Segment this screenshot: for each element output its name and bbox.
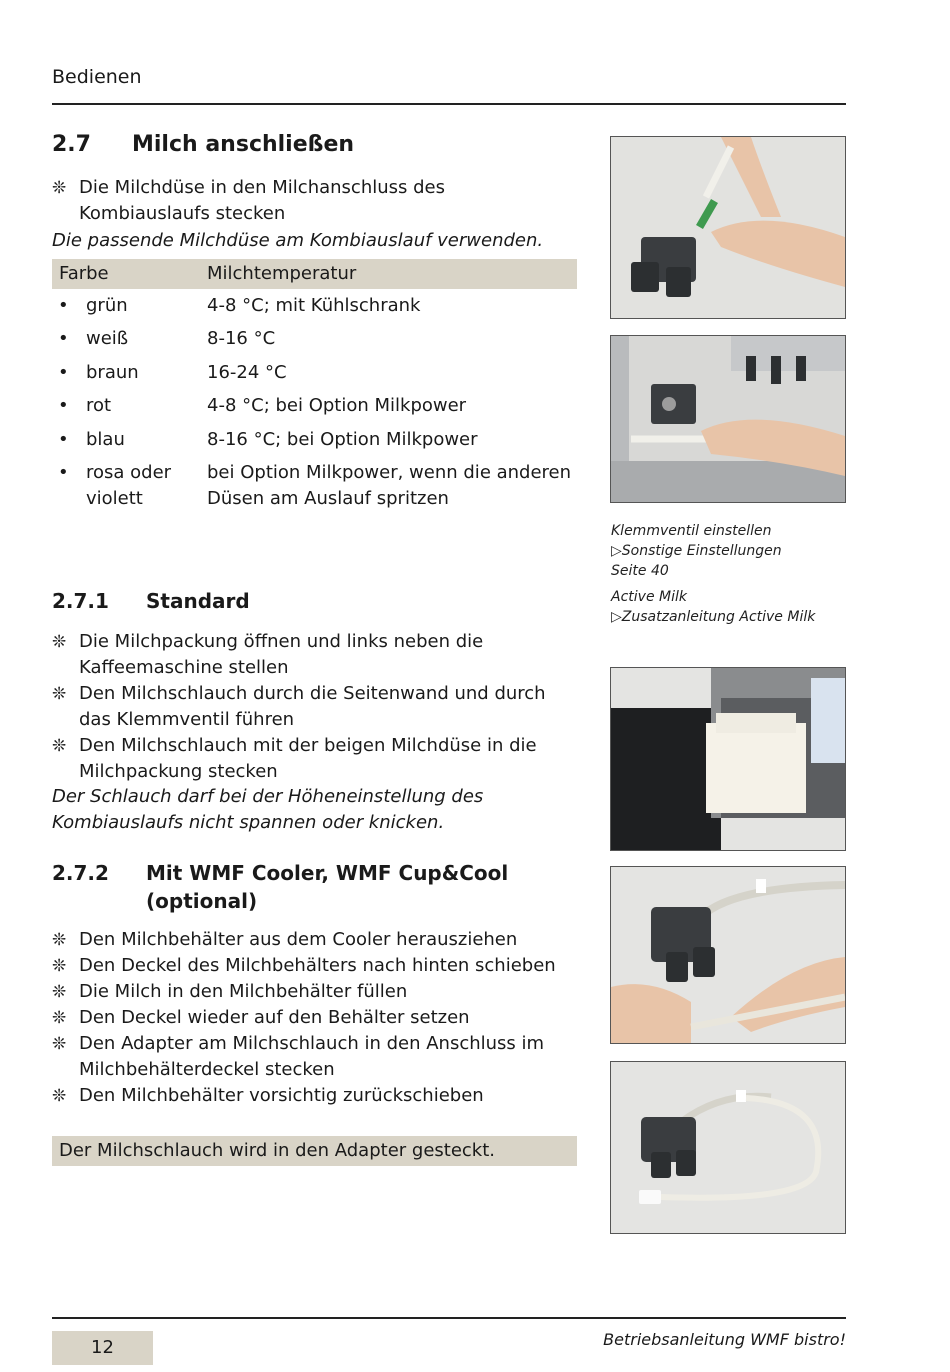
temperature-cell: 8-16 °C; bei Option Milkpower — [207, 429, 478, 450]
step-text: Die Milchdüse in den Milchanschluss des Kombiauslaufs stecken — [79, 177, 445, 224]
section-number: 2.7 — [52, 132, 91, 157]
temperature-cell: 4-8 °C; mit Kühlschrank — [207, 295, 421, 316]
section-number: 2.7.1 — [52, 589, 109, 613]
cross-reference-link[interactable] — [611, 607, 841, 627]
step-text: Die Milch in den Milchbehälter füllen — [79, 981, 408, 1002]
step-text: Den Milchbehälter aus dem Cooler herausziehen — [79, 929, 518, 950]
side-note-title: Active Milk — [611, 589, 687, 605]
page-number: 12 — [52, 1331, 153, 1365]
table-header-temperature: Milchtemperatur — [207, 263, 357, 284]
step-text: Den Adapter am Milchschlauch in den Anschluss im Milchbehälterdeckel stecken — [79, 1033, 545, 1080]
temperature-cell: 8-16 °C — [207, 328, 276, 349]
step-text: Die Milchpackung öffnen und links neben die Kaffeemaschine stellen — [79, 631, 484, 678]
side-note-active-milk — [611, 587, 841, 627]
photo-cooler-container — [610, 667, 846, 851]
photo-adapter-tube — [610, 866, 846, 1044]
step-item — [52, 1031, 577, 1083]
document-title: Betriebsanleitung WMF bistro! — [603, 1330, 846, 1349]
step-item — [52, 175, 577, 227]
bullet-icon: • — [58, 295, 69, 316]
bullet-icon: • — [58, 395, 69, 416]
footer-rule — [52, 1317, 846, 1319]
asterisk-icon: ❊ — [52, 684, 67, 704]
step-text: Den Milchschlauch mit der beigen Milchdüse in die Milchpackung stecken — [79, 735, 537, 782]
asterisk-icon: ❊ — [52, 1008, 67, 1028]
table-header — [52, 259, 577, 289]
header-rule — [52, 103, 846, 105]
color-cell: braun — [86, 362, 139, 383]
section-27-note: Die passende Milchdüse am Kombiauslauf verwenden. — [52, 230, 544, 251]
step-text: Den Deckel des Milchbehälters nach hinten schieben — [79, 955, 556, 976]
color-cell: weiß — [86, 328, 129, 349]
asterisk-icon: ❊ — [52, 930, 67, 950]
temperature-cell: bei Option Milkpower, wenn die anderen Düsen am Auslauf spritzen — [207, 462, 572, 509]
asterisk-icon: ❊ — [52, 178, 67, 198]
section-271-steps — [52, 629, 577, 785]
bullet-icon: • — [58, 362, 69, 383]
photo-clamp-valve — [610, 335, 846, 503]
color-cell: rosa oder violett — [86, 462, 172, 509]
step-item — [52, 629, 577, 681]
bullet-icon: • — [58, 429, 69, 450]
photo-adapter-assembled — [610, 1061, 846, 1234]
asterisk-icon: ❊ — [52, 956, 67, 976]
cross-reference-text: Sonstige Einstellungen — [621, 543, 782, 559]
step-text: Den Milchbehälter vorsichtig zurückschieben — [79, 1085, 484, 1106]
section-title-line2: (optional) — [146, 889, 258, 913]
step-item — [52, 1083, 577, 1109]
side-note-title: Klemmventil einstellen — [611, 523, 772, 539]
section-title: Standard — [146, 589, 250, 613]
color-cell: grün — [86, 295, 128, 316]
step-text: Den Deckel wieder auf den Behälter setzen — [79, 1007, 470, 1028]
bullet-icon: • — [58, 328, 69, 349]
color-cell: rot — [86, 395, 112, 416]
table-header-color: Farbe — [59, 263, 109, 284]
running-header: Bedienen — [52, 66, 142, 88]
side-note-clamp-valve — [611, 521, 841, 581]
step-item — [52, 927, 577, 953]
color-cell: blau — [86, 429, 125, 450]
section-27-steps — [52, 175, 577, 227]
step-item — [52, 733, 577, 785]
section-title-line1: Mit WMF Cooler, WMF Cup&Cool — [146, 861, 509, 885]
temperature-cell: 4-8 °C; bei Option Milkpower — [207, 395, 467, 416]
temperature-cell: 16-24 °C — [207, 362, 287, 383]
page-reference: Seite 40 — [611, 563, 669, 579]
section-272-steps — [52, 927, 577, 1109]
step-text: Den Milchschlauch durch die Seitenwand und durch das Klemmventil führen — [79, 683, 546, 730]
cross-reference-link[interactable] — [611, 541, 841, 561]
section-number: 2.7.2 — [52, 861, 109, 885]
step-item — [52, 681, 577, 733]
cross-reference-text: Zusatzanleitung Active Milk — [621, 609, 816, 625]
step-item — [52, 1005, 577, 1031]
asterisk-icon: ❊ — [52, 632, 67, 652]
triangle-arrow-icon: ▷ — [611, 609, 622, 625]
step-item — [52, 953, 577, 979]
section-title: Milch anschließen — [132, 132, 355, 157]
asterisk-icon: ❊ — [52, 1086, 67, 1106]
triangle-arrow-icon: ▷ — [611, 543, 622, 559]
hint-text: Der Milchschlauch wird in den Adapter gesteckt. — [59, 1140, 495, 1161]
step-item — [52, 979, 577, 1005]
bullet-icon: • — [58, 462, 69, 483]
asterisk-icon: ❊ — [52, 736, 67, 756]
asterisk-icon: ❊ — [52, 982, 67, 1002]
photo-nozzle-insert — [610, 136, 846, 319]
section-271-note: Der Schlauch darf bei der Höheneinstellung des Kombiauslaufs nicht spannen oder knicken. — [52, 786, 484, 833]
hint-box — [52, 1136, 577, 1166]
asterisk-icon: ❊ — [52, 1034, 67, 1054]
